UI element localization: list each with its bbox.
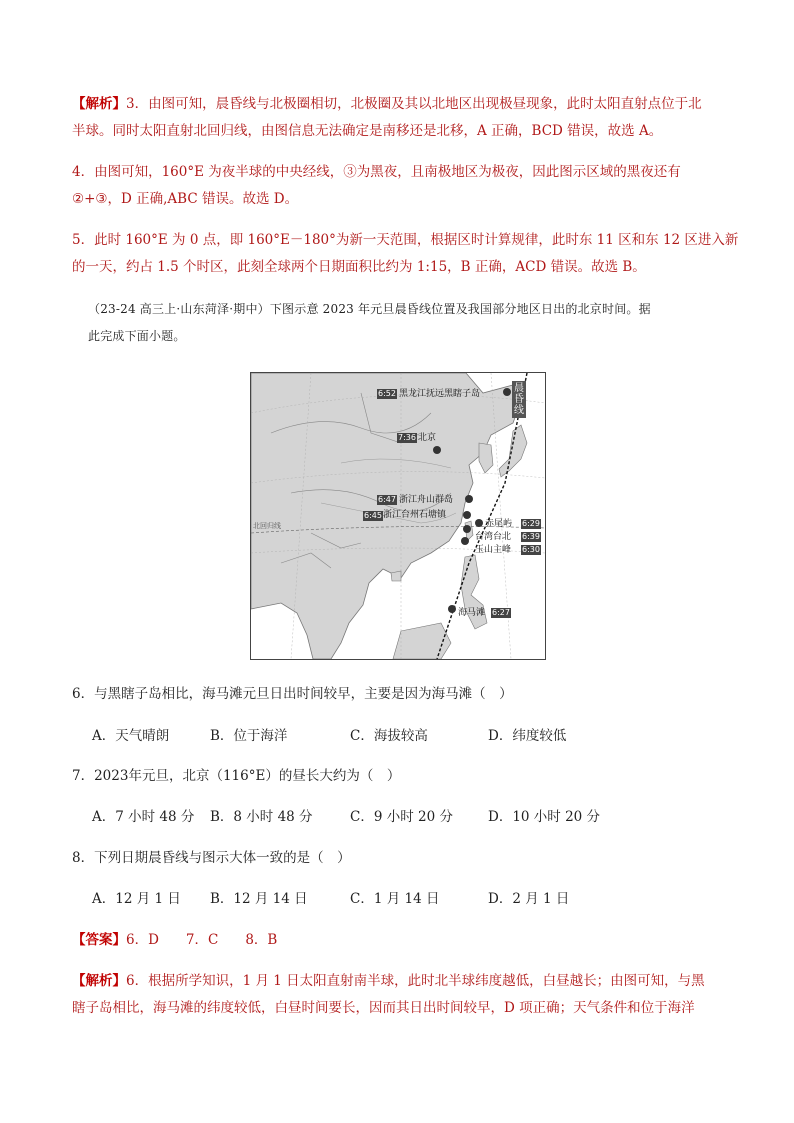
analysis-bottom-label: 【解析】: [72, 973, 126, 989]
time-tag-zhoushan: 6:47: [378, 495, 396, 504]
item5-line-2: 的一天，约占 1.5 个时区，此刻全球两个日期面积比约为 1:15，B 正确，ACD 错误。故选 B。: [72, 259, 646, 275]
answer-text: 6．D 7．C 8．B: [126, 932, 278, 948]
q6-option-b: B．位于海洋: [210, 728, 288, 744]
intro-line-1: （23-24 高三上·山东菏泽·期中）下图示意 2023 年元旦晨昏线位置及我国部分地区日出的北京时间。据: [88, 302, 651, 316]
time-tag-haimatan: 6:27: [492, 608, 510, 617]
point-yushan: [461, 537, 469, 545]
question-8-stem: 8．下列日期晨昏线与图示大体一致的是（ ）: [72, 850, 351, 866]
q7-option-c: C．9 小时 20 分: [350, 809, 453, 825]
answer-line: [72, 931, 277, 949]
place-yushan: 玉山主峰: [475, 545, 512, 555]
q8-option-b: B．12 月 14 日: [210, 891, 308, 907]
question-6-stem: 6．与黑瞎子岛相比，海马滩元旦日出时间较早，主要是因为海马滩（ ）: [72, 686, 513, 702]
q6-option-c: C．海拔较高: [350, 728, 428, 744]
q7-option-a: A．7 小时 48 分: [92, 809, 195, 825]
hainan-shape: [391, 571, 401, 581]
analysis-label: 【解析】: [72, 96, 126, 112]
point-shitang: [463, 511, 471, 519]
intro-line-2: 此完成下面小题。: [88, 329, 186, 343]
point-taipei: [463, 525, 471, 533]
q8-option-d: D．2 月 1 日: [488, 891, 570, 907]
q8-option-a: A．12 月 1 日: [92, 891, 181, 907]
analysis-bottom-text: 6．根据所学知识，1 月 1 日太阳直射南半球，此时北半球纬度越低，白昼越长；由图可知，与黑: [126, 973, 705, 989]
time-tag-chiweiyu: 6:29: [522, 519, 540, 528]
analysis-line-1: [72, 95, 702, 113]
item4-line-2: ②+③，D 正确,ABC 错误。故选 D。: [72, 191, 299, 207]
place-shitang: 浙江台州石塘镇: [383, 510, 447, 520]
terminator-label: 晨 昏 线: [514, 383, 524, 416]
place-chiweiyu: 赤尾屿: [485, 519, 513, 529]
time-tag-taipei: 6:39: [522, 532, 540, 541]
point-chiweiyu: [475, 519, 483, 527]
point-heixiazi: [503, 388, 511, 396]
time-tag-shitang: 6:45: [364, 511, 382, 520]
answer-label: 【答案】: [72, 932, 126, 948]
point-beijing: [433, 446, 441, 454]
place-zhoushan: 浙江舟山群岛: [399, 495, 454, 505]
q8-option-c: C．1 月 14 日: [350, 891, 440, 907]
q7-option-b: B．8 小时 48 分: [210, 809, 313, 825]
place-beijing: 北京: [418, 433, 437, 443]
question-7-stem: 7．2023年元旦，北京（116°E）的昼长大约为（ ）: [72, 768, 401, 784]
time-tag-heixiazi: 6:52: [378, 389, 396, 398]
point-haimatan: [448, 605, 456, 613]
sunrise-map: [250, 372, 546, 660]
q6-option-d: D．纬度较低: [488, 728, 567, 744]
item5-line-1: 5．此时 160°E 为 0 点，即 160°E－180°为新一天范围，根据区时计算规律，此时东 11 区和东 12 区进入新: [72, 232, 739, 248]
analysis-text: 3．由图可知，晨昏线与北极圈相切，北极圈及其以北地区出现极昼现象，此时太阳直射点位于北: [126, 96, 702, 112]
time-tag-yushan: 6:30: [522, 545, 540, 554]
place-haimatan: 海马滩: [458, 608, 486, 618]
time-tag-beijing: 7:36: [398, 433, 416, 442]
analysis-bottom-line-1: [72, 972, 705, 990]
item4-line-1: 4．由图可知，160°E 为夜半球的中央经线，③为黑夜，且南极地区为极夜，因此图示区域的黑夜还有: [72, 164, 681, 180]
analysis-line-2: 半球。同时太阳直射北回归线，由图信息无法确定是南移还是北移，A 正确，BCD 错误，故选 A。: [72, 123, 663, 139]
point-zhoushan: [465, 495, 473, 503]
q6-option-a: A．天气晴朗: [92, 728, 170, 744]
analysis-bottom-line-2: 瞎子岛相比，海马滩的纬度较低，白昼时间要长，因而其日出时间较早，D 项正确；天气条件和位于海洋: [72, 1000, 695, 1016]
place-heixiazi: 黑龙江抚远黑瞎子岛: [399, 389, 481, 399]
tropic-label: 北回归线: [253, 522, 281, 530]
q7-option-d: D．10 小时 20 分: [488, 809, 601, 825]
place-taipei: 台湾台北: [475, 532, 512, 542]
